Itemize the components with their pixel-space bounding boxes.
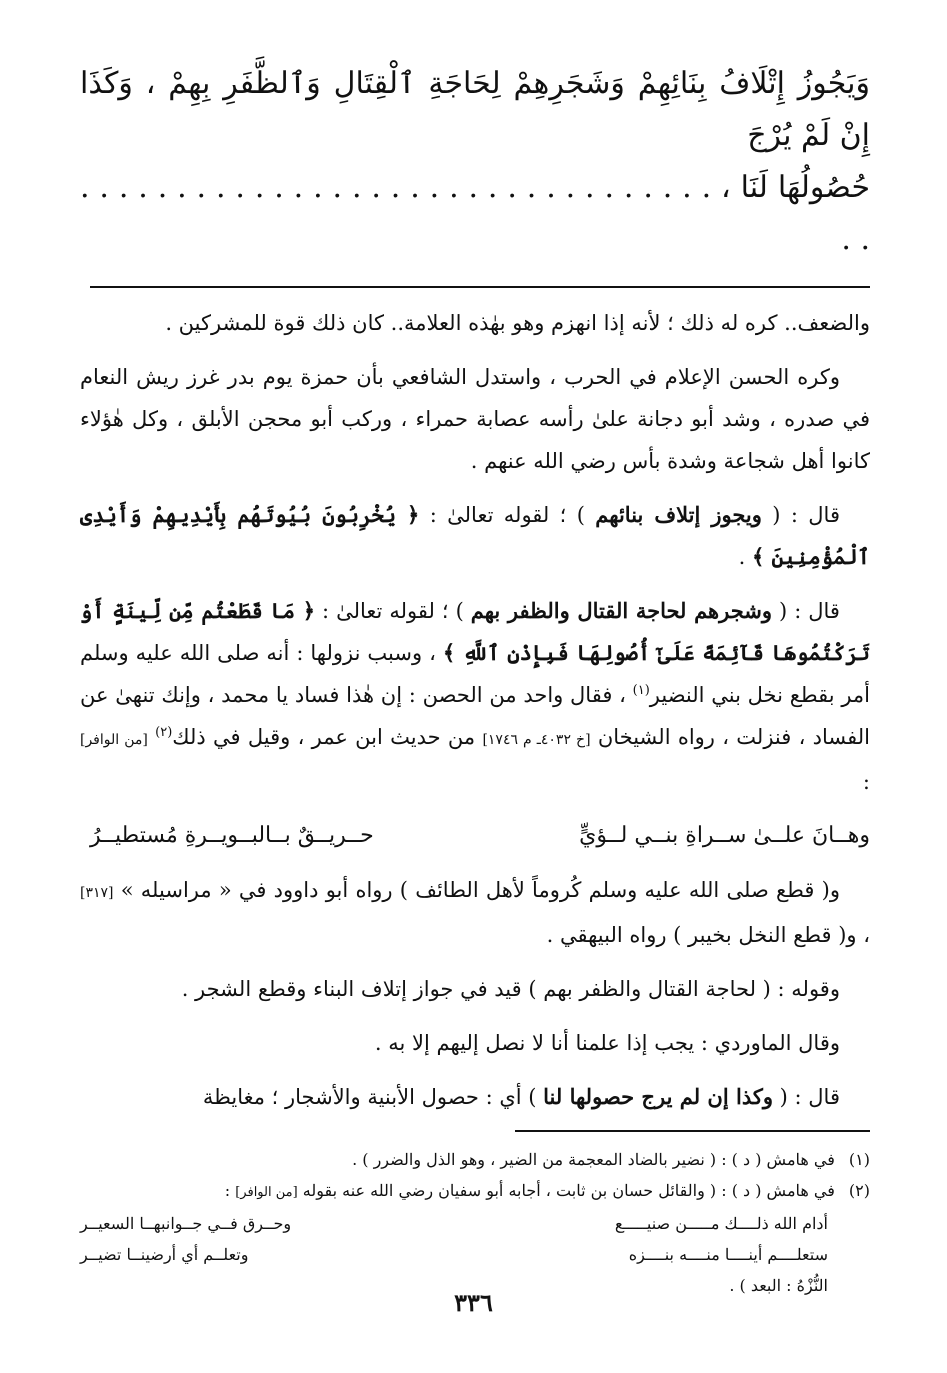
commentary-paragraph-4 (80, 590, 870, 803)
hadith-reference: [٣١٧] (80, 885, 114, 901)
poem-hemistich-2: حــريــقٌ بــالبــويــرةِ مُستطيــرُ (90, 823, 374, 848)
meter-label: [من الوافر] (235, 1185, 298, 1200)
footnote-gloss: النُّزْهُ : البعد ) . (729, 1276, 828, 1295)
page (80, 58, 870, 1301)
text-segment: قال : ( (779, 599, 840, 623)
text-segment: ) أي : حصول الأبنية والأشجار ؛ مغايظة (202, 1085, 537, 1109)
matn-text (80, 58, 870, 266)
text-segment: ) ؛ لقوله تعالىٰ : (429, 503, 585, 527)
quoted-matn: وكذا إن لم يرج حصولها لنا (543, 1084, 773, 1109)
footnote-ref-1[interactable]: (١) (632, 683, 650, 698)
footnote-number: (١) (848, 1150, 870, 1169)
page-number: ٣٣٦ (454, 1288, 493, 1317)
text-segment: : (224, 1181, 231, 1200)
verse-hemistich: وتعلــم أي أرضينــا تضيــر (80, 1245, 249, 1264)
footnote-text (225, 1175, 835, 1208)
matn-separator-rule (90, 286, 870, 288)
quoted-matn: وشجرهم لحاجة القتال والظفر بهم (470, 598, 772, 623)
verse-hemistich: أدام الله ذلــــك مـــــن صنيـــــع (614, 1214, 828, 1233)
commentary-paragraph-2: وكره الحسن الإعلام في الحرب ، واستدل الشافعي بأن حمزة يوم بدر غرز ريش النعام في صدره ، وشد أبو دجانة علىٰ رأسه عصابة حمراء ، وركب أبو محجن الأبلق ، وكل هٰؤلاء كانوا أهل شجاعة وشدة بأس رضي الله عنهم . (80, 365, 870, 473)
footnote-separator-rule (515, 1130, 870, 1132)
text-segment: قال : ( (779, 1085, 840, 1109)
matn-line-1: وَيَجُوزُ إِتْلَافُ بِنَائِهِمْ وَشَجَرِهِمْ لِحَاجَةِ ٱلْقِتَالِ وَٱلظَّفَرِ بِهِمْ ، وَكَذَا إِنْ لَمْ يُرْجَ (80, 66, 870, 153)
text-segment: من حديث ابن عمر ، وقيل في ذلك (172, 725, 476, 749)
poem-verse (80, 815, 870, 857)
text-segment: في هامش ( د ) : ( والقائل حسان بن ثابت ، أجابه أبو سفيان رضي الله عنه بقوله (302, 1181, 835, 1200)
text-segment: ، وسبب نزولها : أنه صلى الله عليه وسلم أمر بقطع نخل بني النضير (80, 641, 870, 707)
verse-hemistich: وحــرق فــي جــوانبهــا السعيــر (80, 1214, 292, 1233)
footnote-2 (80, 1175, 870, 1208)
footnote-verse-1 (80, 1208, 870, 1239)
quoted-matn: ويجوز إتلاف بنائهم (595, 502, 762, 527)
commentary (80, 302, 870, 1118)
text-segment: : (862, 770, 870, 794)
commentary-paragraph-5 (80, 869, 870, 956)
footnotes (80, 1144, 870, 1301)
text-segment: . (738, 545, 746, 569)
text-segment: ) ؛ لقوله تعالىٰ : (322, 599, 464, 623)
text-segment: ، و( قطع النخل بخيبر ) رواه البيهقي . (546, 923, 870, 947)
hadith-reference: [خ ٤٠٣٢ـ م ١٧٤٦] (482, 732, 591, 748)
footnote-text: في هامش ( د ) : ( نضير بالضاد المعجمة من الضير ، وهو الذل والضرر ) . (352, 1150, 835, 1169)
commentary-paragraph-3 (80, 494, 870, 578)
text-segment: و( قطع صلى الله عليه وسلم كُروماً لأهل الطائف ) رواه أبو داوود في « مراسيله » (120, 878, 840, 902)
text-segment: ، فقال واحد من الحصن : إن هٰذا فساد يا محمد ، وإنك تنهىٰ عن الفساد ، فنزلت ، رواه الشيخان (80, 683, 870, 749)
footnote-1 (80, 1144, 870, 1175)
text-segment: قال : ( (772, 503, 840, 527)
commentary-paragraph-1: والضعف.. كره له ذلك ؛ لأنه إذا انهزم وهو بهٰذه العلامة.. كان ذلك قوة للمشركين . (165, 311, 870, 335)
quran-verse: ﴿ مَا قَطَعْتُم مِّن لِّينَةٍ أَوْ تَرَكْتُمُوهَا قَآئِمَةً عَلَىٰٓ أُصُولِهَا فَبِإِذْنِ ٱللَّهِ ﴾ (80, 598, 870, 665)
commentary-paragraph-6: وقوله : ( لحاجة القتال والظفر بهم ) قيد في جواز إتلاف البناء وقطع الشجر . (181, 977, 840, 1001)
commentary-paragraph-8 (80, 1076, 870, 1118)
verse-hemistich: ستعلــــم أينــــا منــــه بنــــزه (628, 1245, 828, 1264)
poem-hemistich-1: وهــانَ علــىٰ ســراةِ بنــي لــؤيٍّ (579, 823, 870, 848)
quran-verse: ﴿ يُخْرِبُونَ بُيُوتَهُم بِأَيْدِيهِمْ وَأَيْدِى ٱلْمُؤْمِنِينَ ﴾ (80, 502, 870, 569)
footnote-number: (٢) (848, 1181, 870, 1200)
meter-label: [من الوافر] (80, 732, 148, 748)
commentary-paragraph-7: وقال الماوردي : يجب إذا علمنا أنا لا نصل إليهم إلا به . (374, 1031, 840, 1055)
footnote-ref-2[interactable]: (٢) (155, 725, 173, 740)
matn-line-2: حُصُولُهَا لَنَا ، . . . . . . . . . . . . . . . . . . . . . . . . . . . . . . . . . . . (80, 170, 870, 257)
footnote-verse-2 (80, 1239, 870, 1270)
